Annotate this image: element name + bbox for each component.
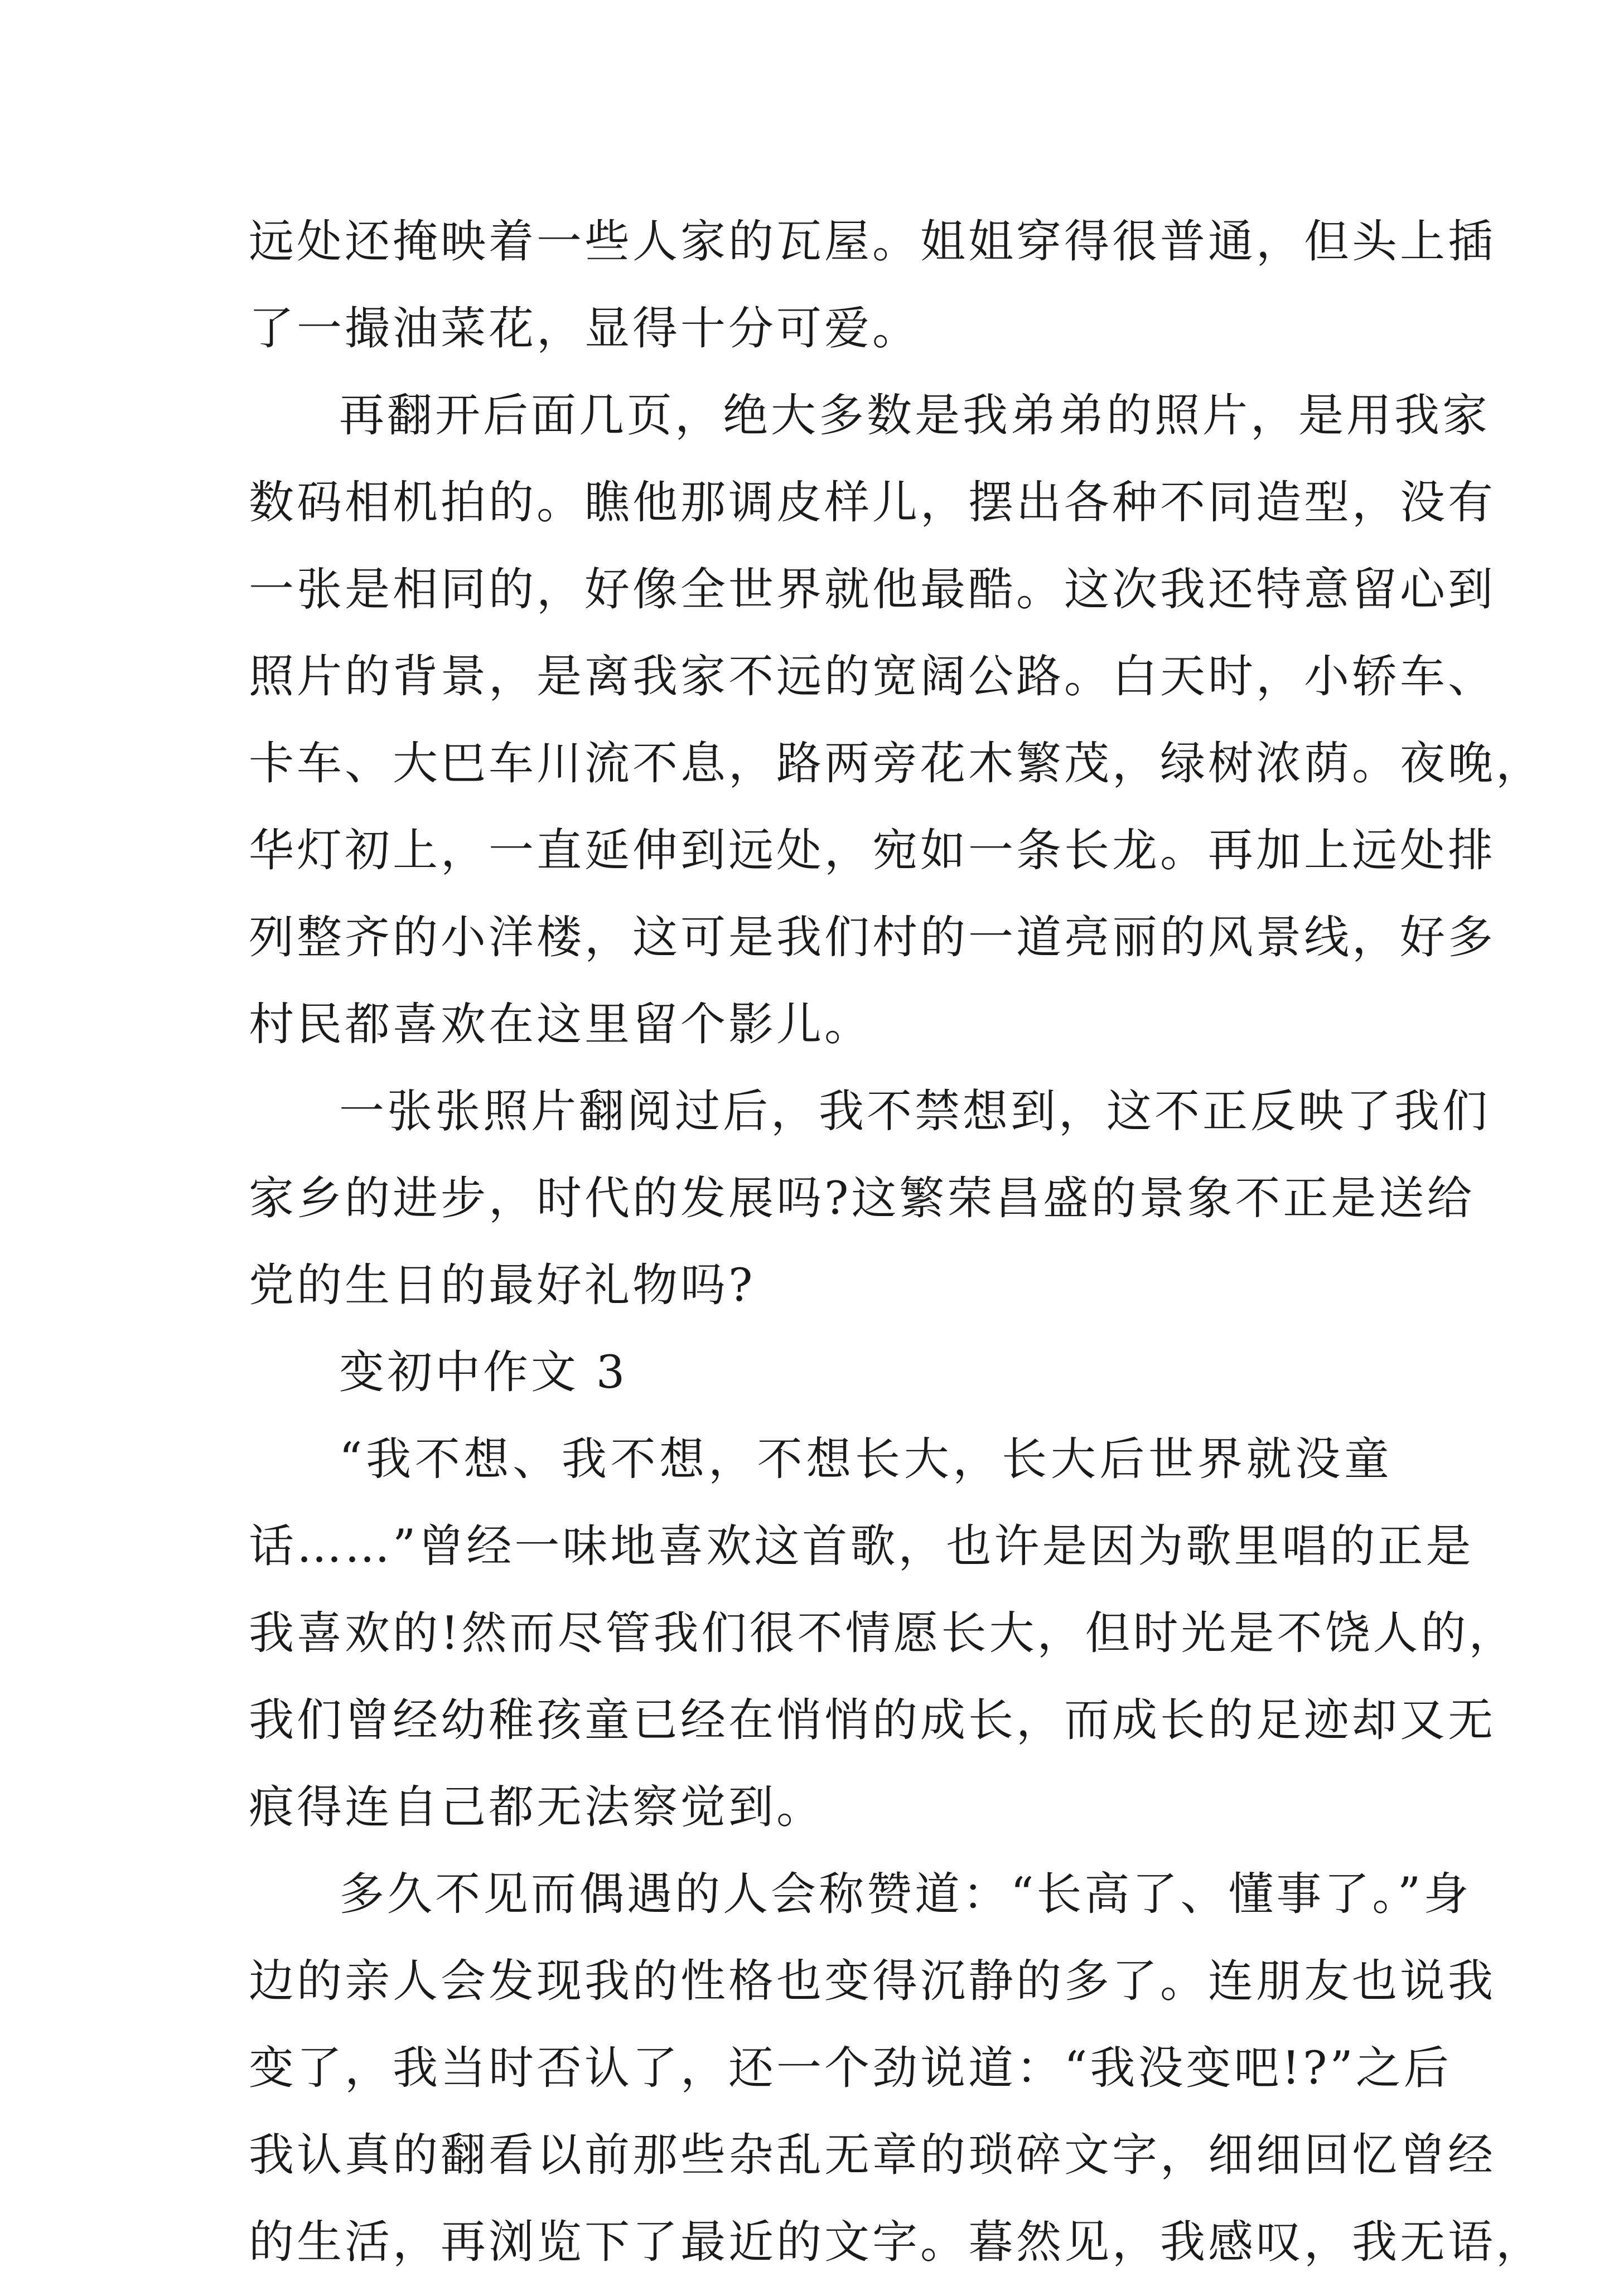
paragraph-line: “我不想、我不想，不想长大，长大后世界就没童 [339, 1433, 1392, 1486]
paragraph-line: 党的生日的最好礼物吗? [249, 1260, 756, 1312]
paragraph-line: 一张张照片翻阅过后，我不禁想到，这不正反映了我们 [339, 1086, 1491, 1138]
paragraph-line: 的生活，再浏览下了最近的文字。暮然见，我感叹，我无语， [249, 2216, 1544, 2269]
paragraph-line: 变了，我当时否认了，还一个劲说道：“我没变吧!?”之后 [249, 2042, 1452, 2095]
paragraph-line: 我认真的翻看以前那些杂乱无章的琐碎文字，细细回忆曾经 [249, 2129, 1496, 2182]
paragraph-line: 列整齐的小洋楼，这可是我们村的一道亮丽的风景线，好多 [249, 912, 1496, 964]
paragraph-line: 再翻开后面几页，绝大多数是我弟弟的照片，是用我家 [339, 390, 1491, 442]
paragraph-line: 边的亲人会发现我的性格也变得沉静的多了。连朋友也说我 [249, 1955, 1496, 2008]
paragraph-line: 照片的背景，是离我家不远的宽阔公路。白天时，小轿车、 [249, 651, 1496, 703]
paragraph-line: 家乡的进步，时代的发展吗?这繁荣昌盛的景象不正是送给 [249, 1173, 1475, 1225]
paragraph-line: 华灯初上，一直延伸到远处，宛如一条长龙。再加上远处排 [249, 825, 1496, 877]
paragraph-line: 了一撮油菜花，显得十分可爱。 [249, 303, 921, 355]
paragraph-line: 数码相机拍的。瞧他那调皮样儿，摆出各种不同造型，没有 [249, 477, 1496, 529]
paragraph-line: 一张是相同的，好像全世界就他最酷。这次我还特意留心到 [249, 564, 1496, 616]
paragraph-line: 多久不见而偶遇的人会称赞道：“长高了、懂事了。”身 [339, 1868, 1472, 1921]
paragraph-line: 村民都喜欢在这里留个影儿。 [249, 999, 873, 1051]
paragraph-line: 话……”曾经一味地喜欢这首歌，也许是因为歌里唱的正是 [249, 1520, 1474, 1573]
paragraph-line: 我们曾经幼稚孩童已经在悄悄的成长，而成长的足迹却又无 [249, 1694, 1496, 1747]
paragraph-line: 远处还掩映着一些人家的瓦屋。姐姐穿得很普通，但头上插 [249, 216, 1496, 268]
paragraph-line: 卡车、大巴车川流不息，路两旁花木繁茂，绿树浓荫。夜晚， [249, 738, 1544, 790]
section-heading: 变初中作文 3 [339, 1346, 628, 1399]
paragraph-line: 痕得连自己都无法察觉到。 [249, 1781, 825, 1834]
paragraph-line: 我喜欢的!然而尽管我们很不情愿长大，但时光是不饶人的， [249, 1607, 1517, 1660]
body-text [249, 209, 1544, 2296]
